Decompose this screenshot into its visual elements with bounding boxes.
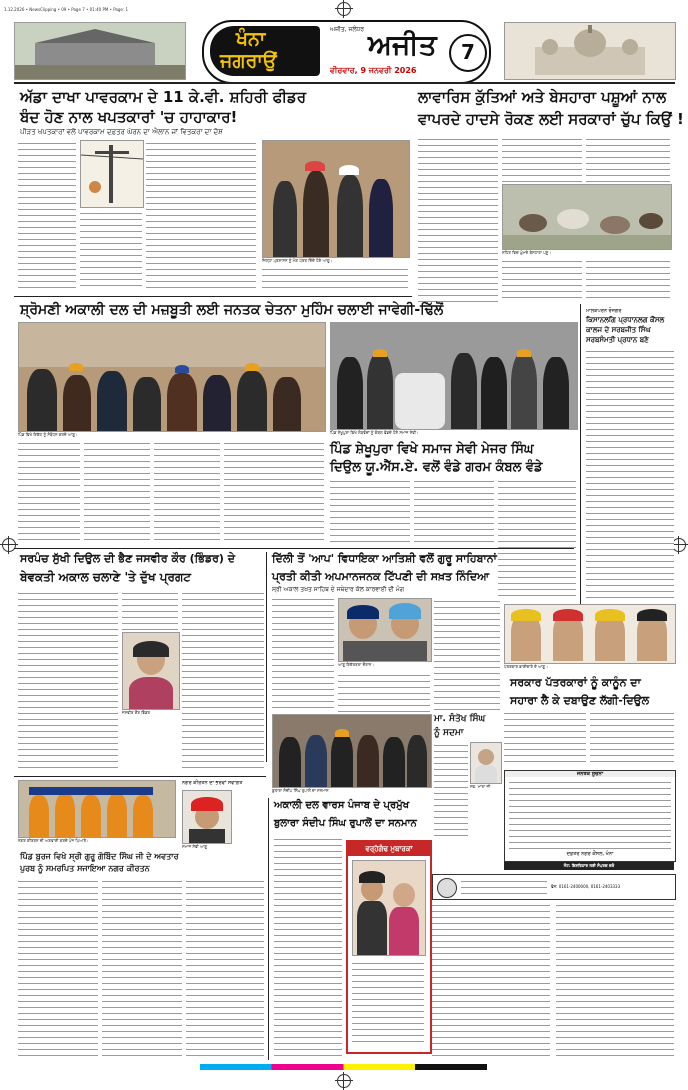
feeder-cartoon (80, 140, 144, 208)
notice-phone: ਫੋਨ: 0161-2400000, 0161-2403333 (551, 884, 621, 889)
train-station-illustration (15, 23, 185, 79)
electric-pole-illustration (81, 141, 143, 207)
aap-body-col2 (338, 672, 430, 712)
condolence-headline-1: ਸਰਪੰਚ ਸੁੱਖੀ ਦਿਉਲ ਦੀ ਭੈਣ ਜਸਵੀਰ ਕੌਰ (ਭਿੰਡਰ) ਦੇ (20, 552, 236, 565)
masthead (14, 20, 675, 80)
aap-body-col3 (434, 598, 500, 712)
blankets-body-col2 (414, 478, 494, 544)
registration-mark-bottom (337, 1074, 351, 1088)
blankets-photo (330, 322, 578, 430)
gurpurab-portrait (182, 790, 232, 844)
registration-mark-right (672, 538, 686, 552)
stray-photo (502, 184, 672, 250)
condolence-headline-2: ਬੇਵਕਤੀ ਅਕਾਲ ਚਲਾਣੇ 'ਤੇ ਦੁੱਖ ਪ੍ਰਗਟ (20, 570, 191, 584)
akali-campaign-body-col3 (154, 440, 220, 544)
stray-headline-2: ਵਾਪਰਦੇ ਹਾਦਸੇ ਰੋਕਣ ਲਈ ਸਰਕਾਰਾਂ ਚੁੱਪ ਕਿਉਂ ! (418, 110, 684, 128)
stray-body-col1 (418, 136, 498, 302)
stray-body-col3 (586, 136, 670, 182)
feeder-body-col1 (18, 140, 76, 290)
emblem-icon (437, 878, 457, 898)
obituary-headline-1: ਮਾ. ਸੰਤੋਖ ਸਿੰਘ (434, 714, 486, 724)
press-photos (504, 604, 676, 664)
notice-ad (504, 770, 676, 862)
blankets-body-col1 (330, 478, 410, 544)
rule-row2 (14, 548, 574, 549)
registration-mark-left (2, 538, 16, 552)
colour-bar (200, 1064, 487, 1070)
condolence-body-col2 (122, 590, 178, 630)
gurpurab-headline-2: ਪੁਰਬ ਨੂੰ ਸਮਰਪਿਤ ਸਜਾਇਆ ਨਗਰ ਕੀਰਤਨ (20, 864, 150, 873)
wedding-ad (346, 840, 432, 1054)
aap-headline-1: ਦਿੱਲੀ ਤੋਂ 'ਆਪ' ਵਿਧਾਇਕਾ ਆਤਿਸ਼ੀ ਵਲੋਂ ਗੁਰੂ ਸਾਹਿਬਾਨਾਂ (272, 552, 497, 565)
notice-contact (432, 874, 676, 900)
akali-campaign-headline: ਸ਼੍ਰੋਮਣੀ ਅਕਾਲੀ ਦਲ ਦੀ ਮਜ਼ਬੂਤੀ ਲਈ ਜਨਤਕ ਚੇਤਨਾ ਮੁਹਿੰਮ ਚਲਾਈ ਜਾਵੇਗੀ-ਢਿੱਲੋਂ (20, 302, 444, 318)
obituary-photo (470, 742, 502, 784)
notice-strip: ਨੋਟ: ਇਸ਼ਤਿਹਾਰ ਲਈ ਸੰਪਰਕ ਕਰੋ (504, 862, 674, 870)
rule-col-aap (266, 552, 267, 762)
aap-subhead: ਸ੍ਰੀ ਅਕਾਲ ਤਖ਼ਤ ਸਾਹਿਬ ਦੇ ਜਥੇਦਾਰ ਕੋਲ ਕਾਰਵਾਈ ਦੀ ਮੰਗ (272, 586, 404, 593)
election-kicker: ਮਾਲਕਪਰਨ ਰੋਜਗਰ (586, 308, 622, 314)
paper-tag: ਅਜੀਤ, ਜਲੰਧਰ (330, 26, 365, 33)
press-photo-caption: ਪੱਤਰਕਾਰ ਭਾਈਚਾਰੇ ਦੇ ਆਗੂ। (504, 664, 548, 669)
akali-campaign-body-col2 (84, 440, 150, 544)
paper-name: ਅਜੀਤ (368, 28, 437, 61)
gurdwara-illustration (505, 23, 675, 79)
feeder-body-col3 (146, 140, 256, 290)
akali-joining-headline-1: ਅਕਾਲੀ ਦਲ ਵਾਰਸ ਪੰਜਾਬ ਦੇ ਪ੍ਰਮੁੱਖ (274, 800, 410, 811)
blankets-caption: ਪਿੰਡ ਸ਼ੇਖੂਪੁਰਾ ਵਿਖੇ ਲੋੜਵੰਦਾਂ ਨੂੰ ਕੰਬਲ ਵੰਡਦੇ ਹੋਏ ਸਮਾਜ ਸੇਵੀ। (330, 430, 419, 435)
obituary-caption: ਸਵ. ਮਾਤਾ ਜੀ (470, 784, 491, 789)
condolence-caption: ਜਸਵੀਰ ਕੌਰ ਭਿੰਡਰ (122, 710, 151, 715)
gurpurab-headline-1: ਪਿੰਡ ਬੁਰਜ ਵਿਖੇ ਸ੍ਰੀ ਗੁਰੂ ਗੋਬਿੰਦ ਸਿੰਘ ਜੀ ਦੇ ਅਵਤਾਰ (20, 852, 179, 861)
rule-row1 (14, 296, 412, 297)
gurpurab-label: ਨਗਰ ਕੀਰਤਨ ਦਾ ਭਰਵਾਂ ਸਵਾਗਤ (182, 780, 243, 786)
notice-title: ਜਨਤਕ ਸੂਚਨਾ (505, 771, 675, 777)
wedding-text (352, 960, 424, 1046)
press-body-col1 (504, 710, 586, 766)
feeder-subhead: ਪੀੜਤ ਖਪਤਕਾਰਾਂ ਵਲੋਂ ਪਾਵਰਕਾਮ ਦਫ਼ਤਰ ਘੇਰਨ ਦਾ ਐਲਾਨ ਜਾਂ ਵਿਤਕਰਾ ਦਾ ਦੋਸ਼ (20, 128, 223, 136)
akali-campaign-photo (18, 322, 326, 432)
print-slug: 1.12.2026 • NewsClipping • 09 • Page 7 • 01:40 PM • Page: 1 (4, 7, 129, 12)
akali-joining-headline-2: ਬੁਲਾਰਾ ਸੰਦੀਪ ਸਿੰਘ ਰੁਪਾਲੋਂ ਦਾ ਸਨਮਾਨ (274, 818, 417, 829)
election-headline-1: ਕਿਸਾਨਲਗਿ ਪ੍ਰਧਾਨਲਗ ਕੌਂਸਲ (586, 316, 665, 324)
masthead-photo-right (504, 22, 676, 80)
stray-photo-caption: ਸ਼ਹਿਰ ਵਿਚ ਘੁੰਮਦੇ ਬੇਸਹਾਰਾ ਪਸ਼ੂ। (502, 250, 552, 255)
edition-khanna: ਖੰਨਾ (236, 28, 266, 50)
gurpurab-body-col3 (186, 878, 264, 1058)
feeder-headline-2: ਬੰਦ ਹੋਣ ਨਾਲ ਖਪਤਕਾਰਾਂ 'ਚ ਹਾਹਾਕਾਰ! (20, 108, 238, 126)
registration-mark-top (337, 2, 351, 16)
aap-event-photo (272, 714, 432, 788)
rule-row3 (14, 776, 266, 777)
akali-campaign-body-col1 (18, 440, 80, 544)
gurpurab-caption: ਨਗਰ ਕੀਰਤਨ ਦੀ ਅਗਵਾਈ ਕਰਦੇ ਪੰਜ ਪਿਆਰੇ। (18, 838, 89, 843)
wedding-banner: ਵਰ੍ਹੇਗੰਢ ਮੁਬਾਰਕਾਂ (348, 842, 430, 856)
blankets-headline-1: ਪਿੰਡ ਸ਼ੇਖੂਪੁਰਾ ਵਿਖੇ ਸਮਾਜ ਸੇਵੀ ਮੇਜਰ ਸਿੰਘ (330, 442, 534, 457)
gurpurab-portrait-caption: ਸਮਾਜ ਸੇਵੀ ਆਗੂ (182, 844, 208, 849)
edition-badge (210, 26, 320, 76)
gurpurab-photo (18, 780, 176, 838)
page-number-badge (449, 34, 487, 72)
aap-photo-caption: ਆਗੂ ਇਕੱਤਰਤਾ ਦੌਰਾਨ। (338, 662, 375, 667)
page-number: 7 (461, 40, 475, 64)
feeder-photo-caption: ਜ਼ਿਲ੍ਹਾ ਪ੍ਰਸ਼ਾਸਨ ਨੂੰ ਮੰਗ ਪੱਤਰ ਦਿੰਦੇ ਹੋਏ ਆਗੂ। (262, 258, 333, 263)
masthead-center (202, 20, 491, 84)
akali-campaign-body-col4 (224, 440, 324, 544)
classified-body-col2 (556, 902, 674, 1058)
election-headline-3: ਸਰਬਸੰਮਤੀ ਪ੍ਰਧਾਨ ਬਣੇ (586, 336, 649, 344)
gurpurab-body-col2 (102, 878, 182, 1058)
election-headline-2: ਕਾਲਜ ਦੇ ਸਰਬਜੀਤ ਸਿੰਘ (586, 326, 651, 334)
aap-event-caption: ਬੁਲਾਰਾ ਸੰਦੀਪ ਸਿੰਘ ਰੁਪਾਲੋਂ ਦਾ ਸਨਮਾਨ (272, 788, 329, 793)
feeder-body-col2 (80, 210, 142, 290)
press-headline-2: ਸਹਾਰਾ ਲੈ ਕੇ ਦਬਾਉਣ ਲੱਗੀ-ਦਿਉਲ (510, 694, 650, 707)
obituary-headline-2: ਨੂੰ ਸਦਮਾ (434, 728, 464, 738)
cattle-illustration (503, 185, 671, 249)
edition-jagraon: ਜਗਰਾਉਂ (220, 50, 277, 72)
aap-headline-2: ਪ੍ਰਤੀ ਕੀਤੀ ਅਪਮਾਨਜਨਕ ਟਿੱਪਣੀ ਦੀ ਸਖ਼ਤ ਨਿੰਦਿਆ (272, 570, 490, 583)
masthead-photo-left (14, 22, 186, 80)
gurpurab-body-col1 (18, 878, 98, 1058)
masthead-rule (14, 82, 675, 84)
akali-joining-body-col1 (274, 836, 342, 1058)
aap-photo (338, 598, 432, 662)
feeder-headline-1: ਅੱਡਾ ਦਾਖਾ ਪਾਵਰਕਾਮ ਦੇ 11 ਕੇ.ਵੀ. ਸ਼ਹਿਰੀ ਫੀਡਰ (20, 88, 307, 106)
wedding-photo (352, 860, 426, 956)
stray-headline-1: ਲਾਵਾਰਿਸ ਕੁੱਤਿਆਂ ਅਤੇ ਬੇਸਹਾਰਾ ਪਸ਼ੂਆਂ ਨਾਲ (418, 88, 667, 106)
classified-body-col1 (432, 902, 550, 1058)
notice-body (509, 779, 671, 849)
election-body (586, 348, 674, 598)
press-body-col2 (590, 710, 674, 766)
stray-body-col4 (502, 258, 582, 302)
masthead-date: ਵੀਰਵਾਰ, 9 ਜਨਵਰੀ 2026 (330, 66, 417, 75)
rule-col-mid (268, 798, 269, 1060)
aap-body-col1 (272, 596, 334, 712)
blankets-headline-2: ਦਿਉਲ ਯੂ.ਐੱਸ.ਏ. ਵਲੋਂ ਵੰਡੇ ਗਰਮ ਕੰਬਲ ਵੰਡੇ (330, 460, 543, 475)
rule-right-col (580, 304, 581, 604)
feeder-photo-text (262, 266, 408, 290)
stray-body-col5 (586, 258, 670, 302)
condolence-body-col3 (182, 590, 264, 772)
feeder-photo (262, 140, 410, 258)
press-headline-1: ਸਰਕਾਰ ਪੱਤਰਕਾਰਾਂ ਨੂੰ ਕਾਨੂੰਨ ਦਾ (510, 676, 641, 689)
condolence-body-col1 (18, 590, 118, 772)
notice-contact-text (461, 878, 547, 896)
akali-campaign-caption: ਪਿੰਡ ਵਿਖੇ ਇਕੱਠ ਨੂੰ ਸੰਬੋਧਨ ਕਰਦੇ ਆਗੂ। (18, 432, 78, 437)
notice-footer: ਦਫ਼ਤਰ ਨਗਰ ਕੌਂਸਲ, ਖੰਨਾ (566, 851, 614, 857)
condolence-photo (122, 632, 180, 710)
stray-body-col2 (502, 136, 582, 182)
